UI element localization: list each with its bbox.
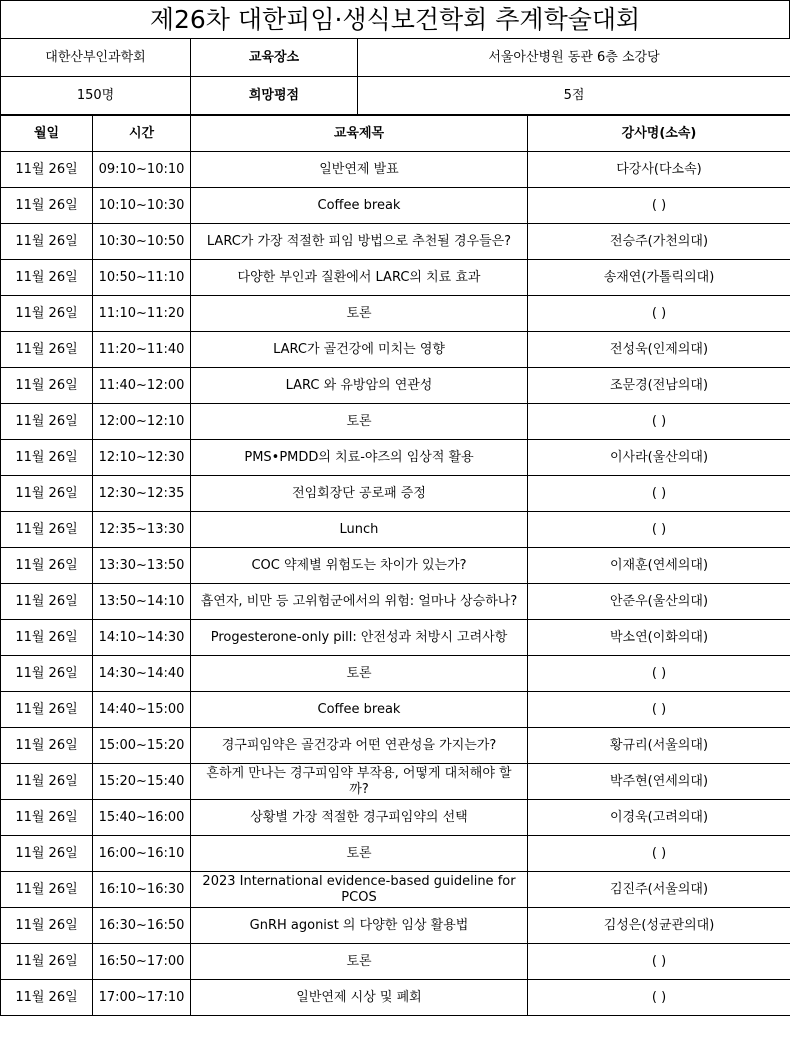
cell-topic: COC 약제별 위험도는 차이가 있는가? bbox=[191, 548, 528, 584]
cell-speaker: 다강사(다소속) bbox=[528, 152, 790, 188]
cell-date: 11월 26일 bbox=[1, 728, 93, 764]
cell-speaker: 황규리(서울의대) bbox=[528, 728, 790, 764]
cell-date: 11월 26일 bbox=[1, 692, 93, 728]
cell-topic: 상황별 가장 적절한 경구피임약의 선택 bbox=[191, 800, 528, 836]
table-row bbox=[1, 512, 790, 548]
cell-date: 11월 26일 bbox=[1, 512, 93, 548]
cell-speaker: 이재훈(연세의대) bbox=[528, 548, 790, 584]
cell-topic: 토론 bbox=[191, 944, 528, 980]
cell-topic: 경구피임약은 골건강과 어떤 연관성을 가지는가? bbox=[191, 728, 528, 764]
cell-speaker: ( ) bbox=[528, 188, 790, 224]
cell-time: 17:00~17:10 bbox=[93, 980, 191, 1016]
table-row bbox=[1, 800, 790, 836]
cell-speaker: ( ) bbox=[528, 944, 790, 980]
table-row bbox=[1, 260, 790, 296]
cell-time: 10:10~10:30 bbox=[93, 188, 191, 224]
table-row bbox=[1, 872, 790, 908]
table-row bbox=[1, 908, 790, 944]
cell-speaker: ( ) bbox=[528, 836, 790, 872]
cell-date: 11월 26일 bbox=[1, 620, 93, 656]
table-row bbox=[1, 620, 790, 656]
cell-date: 11월 26일 bbox=[1, 224, 93, 260]
cell-topic: 다양한 부인과 질환에서 LARC의 치료 효과 bbox=[191, 260, 528, 296]
cell-time: 15:20~15:40 bbox=[93, 764, 191, 800]
cell-time: 11:20~11:40 bbox=[93, 332, 191, 368]
venue: 서울아산병원 동관 6층 소강당 bbox=[358, 39, 790, 77]
cell-date: 11월 26일 bbox=[1, 260, 93, 296]
cell-speaker: ( ) bbox=[528, 296, 790, 332]
cell-date: 11월 26일 bbox=[1, 188, 93, 224]
cell-speaker: ( ) bbox=[528, 980, 790, 1016]
cell-date: 11월 26일 bbox=[1, 296, 93, 332]
cell-date: 11월 26일 bbox=[1, 800, 93, 836]
info-row-rating bbox=[1, 77, 790, 115]
cell-time: 13:50~14:10 bbox=[93, 584, 191, 620]
venue-label: 교육장소 bbox=[191, 39, 358, 77]
table-row bbox=[1, 404, 790, 440]
table-row bbox=[1, 296, 790, 332]
cell-speaker: 안준우(울산의대) bbox=[528, 584, 790, 620]
cell-time: 10:30~10:50 bbox=[93, 224, 191, 260]
cell-time: 09:10~10:10 bbox=[93, 152, 191, 188]
cell-time: 11:10~11:20 bbox=[93, 296, 191, 332]
table-row bbox=[1, 656, 790, 692]
cell-topic: Progesterone-only pill: 안전성과 처방시 고려사항 bbox=[191, 620, 528, 656]
cell-date: 11월 26일 bbox=[1, 152, 93, 188]
header-speaker: 강사명(소속) bbox=[528, 116, 790, 152]
cell-topic: 토론 bbox=[191, 836, 528, 872]
table-row bbox=[1, 944, 790, 980]
cell-date: 11월 26일 bbox=[1, 944, 93, 980]
cell-time: 13:30~13:50 bbox=[93, 548, 191, 584]
cell-date: 11월 26일 bbox=[1, 404, 93, 440]
cell-date: 11월 26일 bbox=[1, 836, 93, 872]
header-date: 월일 bbox=[1, 116, 93, 152]
cell-topic: Lunch bbox=[191, 512, 528, 548]
cell-date: 11월 26일 bbox=[1, 764, 93, 800]
cell-time: 12:10~12:30 bbox=[93, 440, 191, 476]
capacity: 150명 bbox=[1, 77, 191, 115]
cell-speaker: ( ) bbox=[528, 476, 790, 512]
cell-topic: Coffee break bbox=[191, 692, 528, 728]
table-row bbox=[1, 836, 790, 872]
cell-date: 11월 26일 bbox=[1, 872, 93, 908]
cell-speaker: ( ) bbox=[528, 512, 790, 548]
info-table bbox=[0, 38, 790, 115]
cell-speaker: 조문경(전남의대) bbox=[528, 368, 790, 404]
schedule-body bbox=[1, 152, 790, 1016]
cell-speaker: 박주현(연세의대) bbox=[528, 764, 790, 800]
cell-time: 11:40~12:00 bbox=[93, 368, 191, 404]
cell-topic: LARC가 가장 적절한 피임 방법으로 추천될 경우들은? bbox=[191, 224, 528, 260]
cell-date: 11월 26일 bbox=[1, 548, 93, 584]
cell-date: 11월 26일 bbox=[1, 332, 93, 368]
cell-date: 11월 26일 bbox=[1, 980, 93, 1016]
cell-time: 12:30~12:35 bbox=[93, 476, 191, 512]
cell-time: 14:30~14:40 bbox=[93, 656, 191, 692]
cell-speaker: 김성은(성균관의대) bbox=[528, 908, 790, 944]
page-title: 제26차 대한피임·생식보건학회 추계학술대회 bbox=[0, 0, 790, 38]
cell-speaker: ( ) bbox=[528, 656, 790, 692]
info-row-venue bbox=[1, 39, 790, 77]
rating-label: 희망평점 bbox=[191, 77, 358, 115]
cell-date: 11월 26일 bbox=[1, 440, 93, 476]
schedule-table bbox=[0, 115, 790, 1016]
cell-time: 12:35~13:30 bbox=[93, 512, 191, 548]
cell-topic: GnRH agonist 의 다양한 임상 활용법 bbox=[191, 908, 528, 944]
cell-time: 12:00~12:10 bbox=[93, 404, 191, 440]
cell-date: 11월 26일 bbox=[1, 656, 93, 692]
cell-topic: 흔하게 만나는 경구피임약 부작용, 어떻게 대처해야 할까? bbox=[191, 764, 528, 800]
cell-time: 15:40~16:00 bbox=[93, 800, 191, 836]
table-row bbox=[1, 224, 790, 260]
cell-topic: 흡연자, 비만 등 고위험군에서의 위험: 얼마나 상승하나? bbox=[191, 584, 528, 620]
cell-speaker: 송재연(가톨릭의대) bbox=[528, 260, 790, 296]
table-row bbox=[1, 764, 790, 800]
cell-date: 11월 26일 bbox=[1, 584, 93, 620]
cell-speaker: 전승주(가천의대) bbox=[528, 224, 790, 260]
cell-topic: LARC 와 유방암의 연관성 bbox=[191, 368, 528, 404]
table-row bbox=[1, 692, 790, 728]
table-row bbox=[1, 980, 790, 1016]
table-row bbox=[1, 188, 790, 224]
cell-speaker: 김진주(서울의대) bbox=[528, 872, 790, 908]
cell-topic: LARC가 골건강에 미치는 영향 bbox=[191, 332, 528, 368]
cell-topic: 토론 bbox=[191, 404, 528, 440]
cell-topic: 토론 bbox=[191, 296, 528, 332]
cell-topic: 일반연제 시상 및 폐회 bbox=[191, 980, 528, 1016]
header-time: 시간 bbox=[93, 116, 191, 152]
cell-time: 14:10~14:30 bbox=[93, 620, 191, 656]
cell-time: 14:40~15:00 bbox=[93, 692, 191, 728]
header-topic: 교육제목 bbox=[191, 116, 528, 152]
rating: 5점 bbox=[358, 77, 790, 115]
cell-speaker: 이사라(울산의대) bbox=[528, 440, 790, 476]
cell-date: 11월 26일 bbox=[1, 476, 93, 512]
cell-time: 10:50~11:10 bbox=[93, 260, 191, 296]
table-row bbox=[1, 548, 790, 584]
cell-speaker: ( ) bbox=[528, 692, 790, 728]
cell-time: 15:00~15:20 bbox=[93, 728, 191, 764]
cell-time: 16:50~17:00 bbox=[93, 944, 191, 980]
cell-speaker: 이경욱(고려의대) bbox=[528, 800, 790, 836]
table-row bbox=[1, 368, 790, 404]
table-row bbox=[1, 584, 790, 620]
cell-topic: PMS•PMDD의 치료-야즈의 임상적 활용 bbox=[191, 440, 528, 476]
cell-date: 11월 26일 bbox=[1, 368, 93, 404]
cell-topic: 일반연제 발표 bbox=[191, 152, 528, 188]
cell-time: 16:30~16:50 bbox=[93, 908, 191, 944]
cell-topic: 전임회장단 공로패 증정 bbox=[191, 476, 528, 512]
cell-speaker: 전성욱(인제의대) bbox=[528, 332, 790, 368]
cell-date: 11월 26일 bbox=[1, 908, 93, 944]
organizer: 대한산부인과학회 bbox=[1, 39, 191, 77]
cell-time: 16:10~16:30 bbox=[93, 872, 191, 908]
schedule-header-row bbox=[1, 116, 790, 152]
cell-topic: 토론 bbox=[191, 656, 528, 692]
table-row bbox=[1, 476, 790, 512]
table-row bbox=[1, 440, 790, 476]
table-row bbox=[1, 728, 790, 764]
cell-speaker: ( ) bbox=[528, 404, 790, 440]
table-row bbox=[1, 332, 790, 368]
cell-speaker: 박소연(이화의대) bbox=[528, 620, 790, 656]
cell-topic: Coffee break bbox=[191, 188, 528, 224]
cell-topic: 2023 International evidence-based guideline for PCOS bbox=[191, 872, 528, 908]
table-row bbox=[1, 152, 790, 188]
cell-time: 16:00~16:10 bbox=[93, 836, 191, 872]
